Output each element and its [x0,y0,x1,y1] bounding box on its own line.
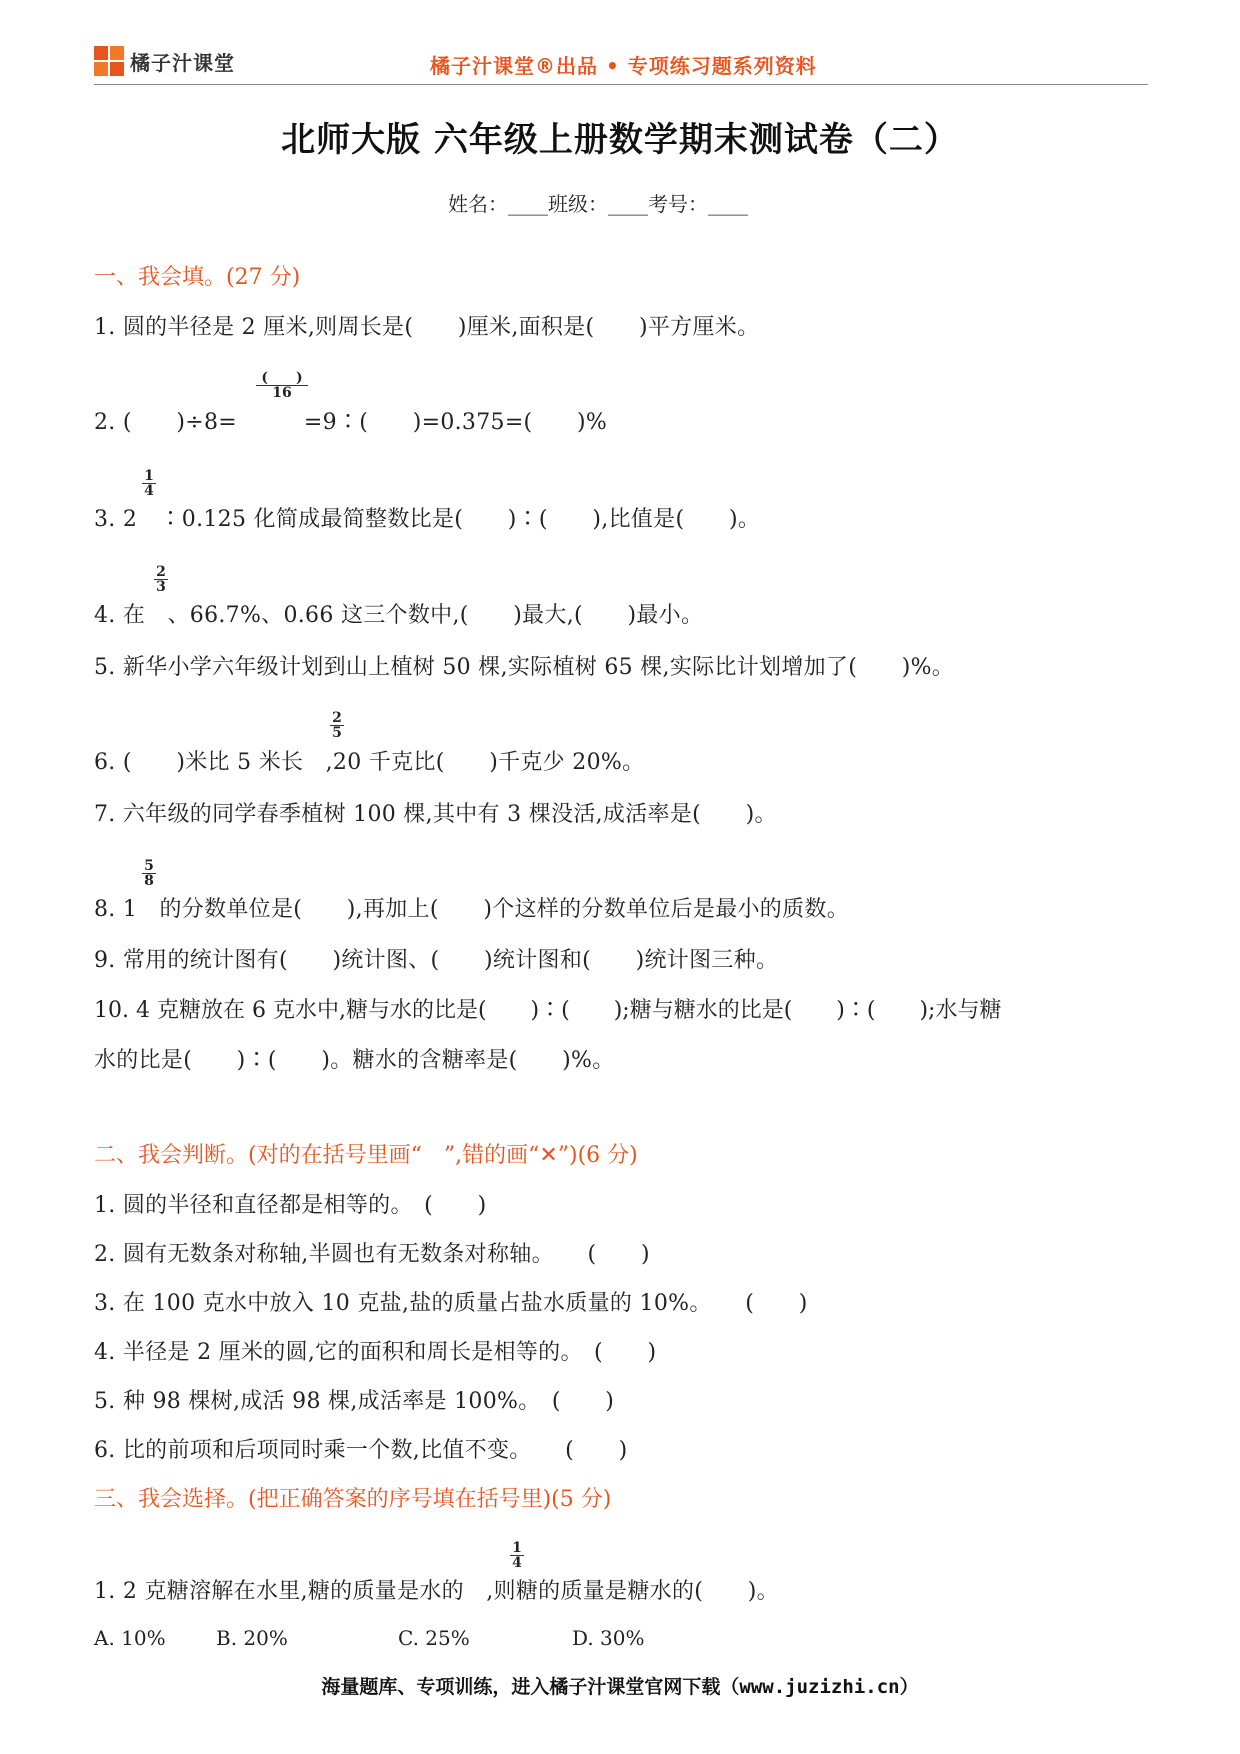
s2-item-3: 3. 在 100 克水中放入 10 克盐,盐的质量占盐水质量的 10%。 ( ) [94,1291,808,1316]
fraction-denominator: 8 [144,873,154,889]
section1-heading: 一、我会填。(27 分) [94,265,301,290]
s1-question-7: 7. 六年级的同学春季植树 100 棵,其中有 3 棵没活,成活率是( )。 [94,802,777,827]
option-c: C. 25% [398,1626,470,1650]
logo-text: 橘子汁课堂 [130,50,235,75]
option-b: B. 20% [216,1626,288,1650]
option-d: D. 30% [572,1626,645,1650]
s2-item-2: 2. 圆有无数条对称轴,半圆也有无数条对称轴。 ( ) [94,1242,650,1267]
s3-question-1: 1. 2 克糖溶解在水里,糖的质量是水的 ,则糖的质量是糖水的( )。 [94,1579,779,1604]
fraction-denominator: 5 [332,725,342,741]
fraction-numerator: 5 [144,858,154,874]
s1-question-5: 5. 新华小学六年级计划到山上植树 50 棵,实际植树 65 棵,实际比计划增加了( )%。 [94,655,955,680]
s1-q8-fraction [142,860,156,887]
s3-q1-fraction [510,1542,524,1569]
s1-q2-fraction [256,372,308,399]
fraction-numerator: 2 [332,710,342,726]
s1-question-10-line2: 水的比是( )∶( )。糖水的含糖率是( )%。 [94,1048,615,1073]
student-info: 姓名：____班级：____考号：____ [448,192,748,216]
fraction-denominator: 3 [156,579,166,595]
fraction-numerator: 1 [512,1540,522,1556]
fraction-numerator: 1 [144,468,154,484]
s2-item-1: 1. 圆的半径和直径都是相等的。 ( ) [94,1193,487,1218]
brand-line: 橘子汁课堂®出品 • 专项练习题系列资料 [430,54,817,78]
s2-item-6: 6. 比的前项和后项同时乘一个数,比值不变。 ( ) [94,1438,628,1463]
section3-heading: 三、我会选择。(把正确答案的序号填在括号里)(5 分) [94,1487,612,1512]
fraction-numerator: ( ) [261,370,303,386]
s1-question-9: 9. 常用的统计图有( )统计图、( )统计图和( )统计图三种。 [94,948,779,973]
s1-question-2: 2. ( )÷8= =9∶( )=0.375=( )% [94,410,608,435]
section2-heading: 二、我会判断。(对的在括号里画“ ”,错的画“✕”)(6 分) [94,1143,638,1168]
fraction-denominator: 16 [272,385,292,401]
s1-question-6: 6. ( )米比 5 米长 ,20 千克比( )千克少 20%。 [94,750,645,775]
logo-icon [94,46,124,76]
page-title: 北师大版 六年级上册数学期末测试卷（二） [281,120,959,160]
s1-question-1: 1. 圆的半径是 2 厘米,则周长是( )厘米,面积是( )平方厘米。 [94,315,760,340]
s1-q4-fraction [154,566,168,593]
s1-question-10-line1: 10. 4 克糖放在 6 克水中,糖与水的比是( )∶( );糖与糖水的比是( )∶( );水与糖 [94,998,1002,1023]
header-divider [94,84,1148,85]
s2-item-4: 4. 半径是 2 厘米的圆,它的面积和周长是相等的。 ( ) [94,1340,657,1365]
footer: 海量题库、专项训练，进入橘子汁课堂官网下载（www.juzizhi.cn） [321,1676,919,1698]
fraction-denominator: 4 [512,1555,522,1571]
s2-item-5: 5. 种 98 棵树,成活 98 棵,成活率是 100%。 ( ) [94,1389,615,1414]
fraction-numerator: 2 [156,564,166,580]
s1-q3-fraction [142,470,156,497]
s1-question-3: 3. 2 ∶0.125 化简成最简整数比是( )∶( ),比值是( )。 [94,507,761,532]
option-a: A. 10% [94,1626,166,1650]
s1-question-4: 4. 在 、66.7%、0.66 这三个数中,( )最大,( )最小。 [94,603,704,628]
fraction-denominator: 4 [144,483,154,499]
s1-q6-fraction [330,712,344,739]
s1-question-8: 8. 1 的分数单位是( ),再加上( )个这样的分数单位后是最小的质数。 [94,897,850,922]
logo [94,44,235,78]
